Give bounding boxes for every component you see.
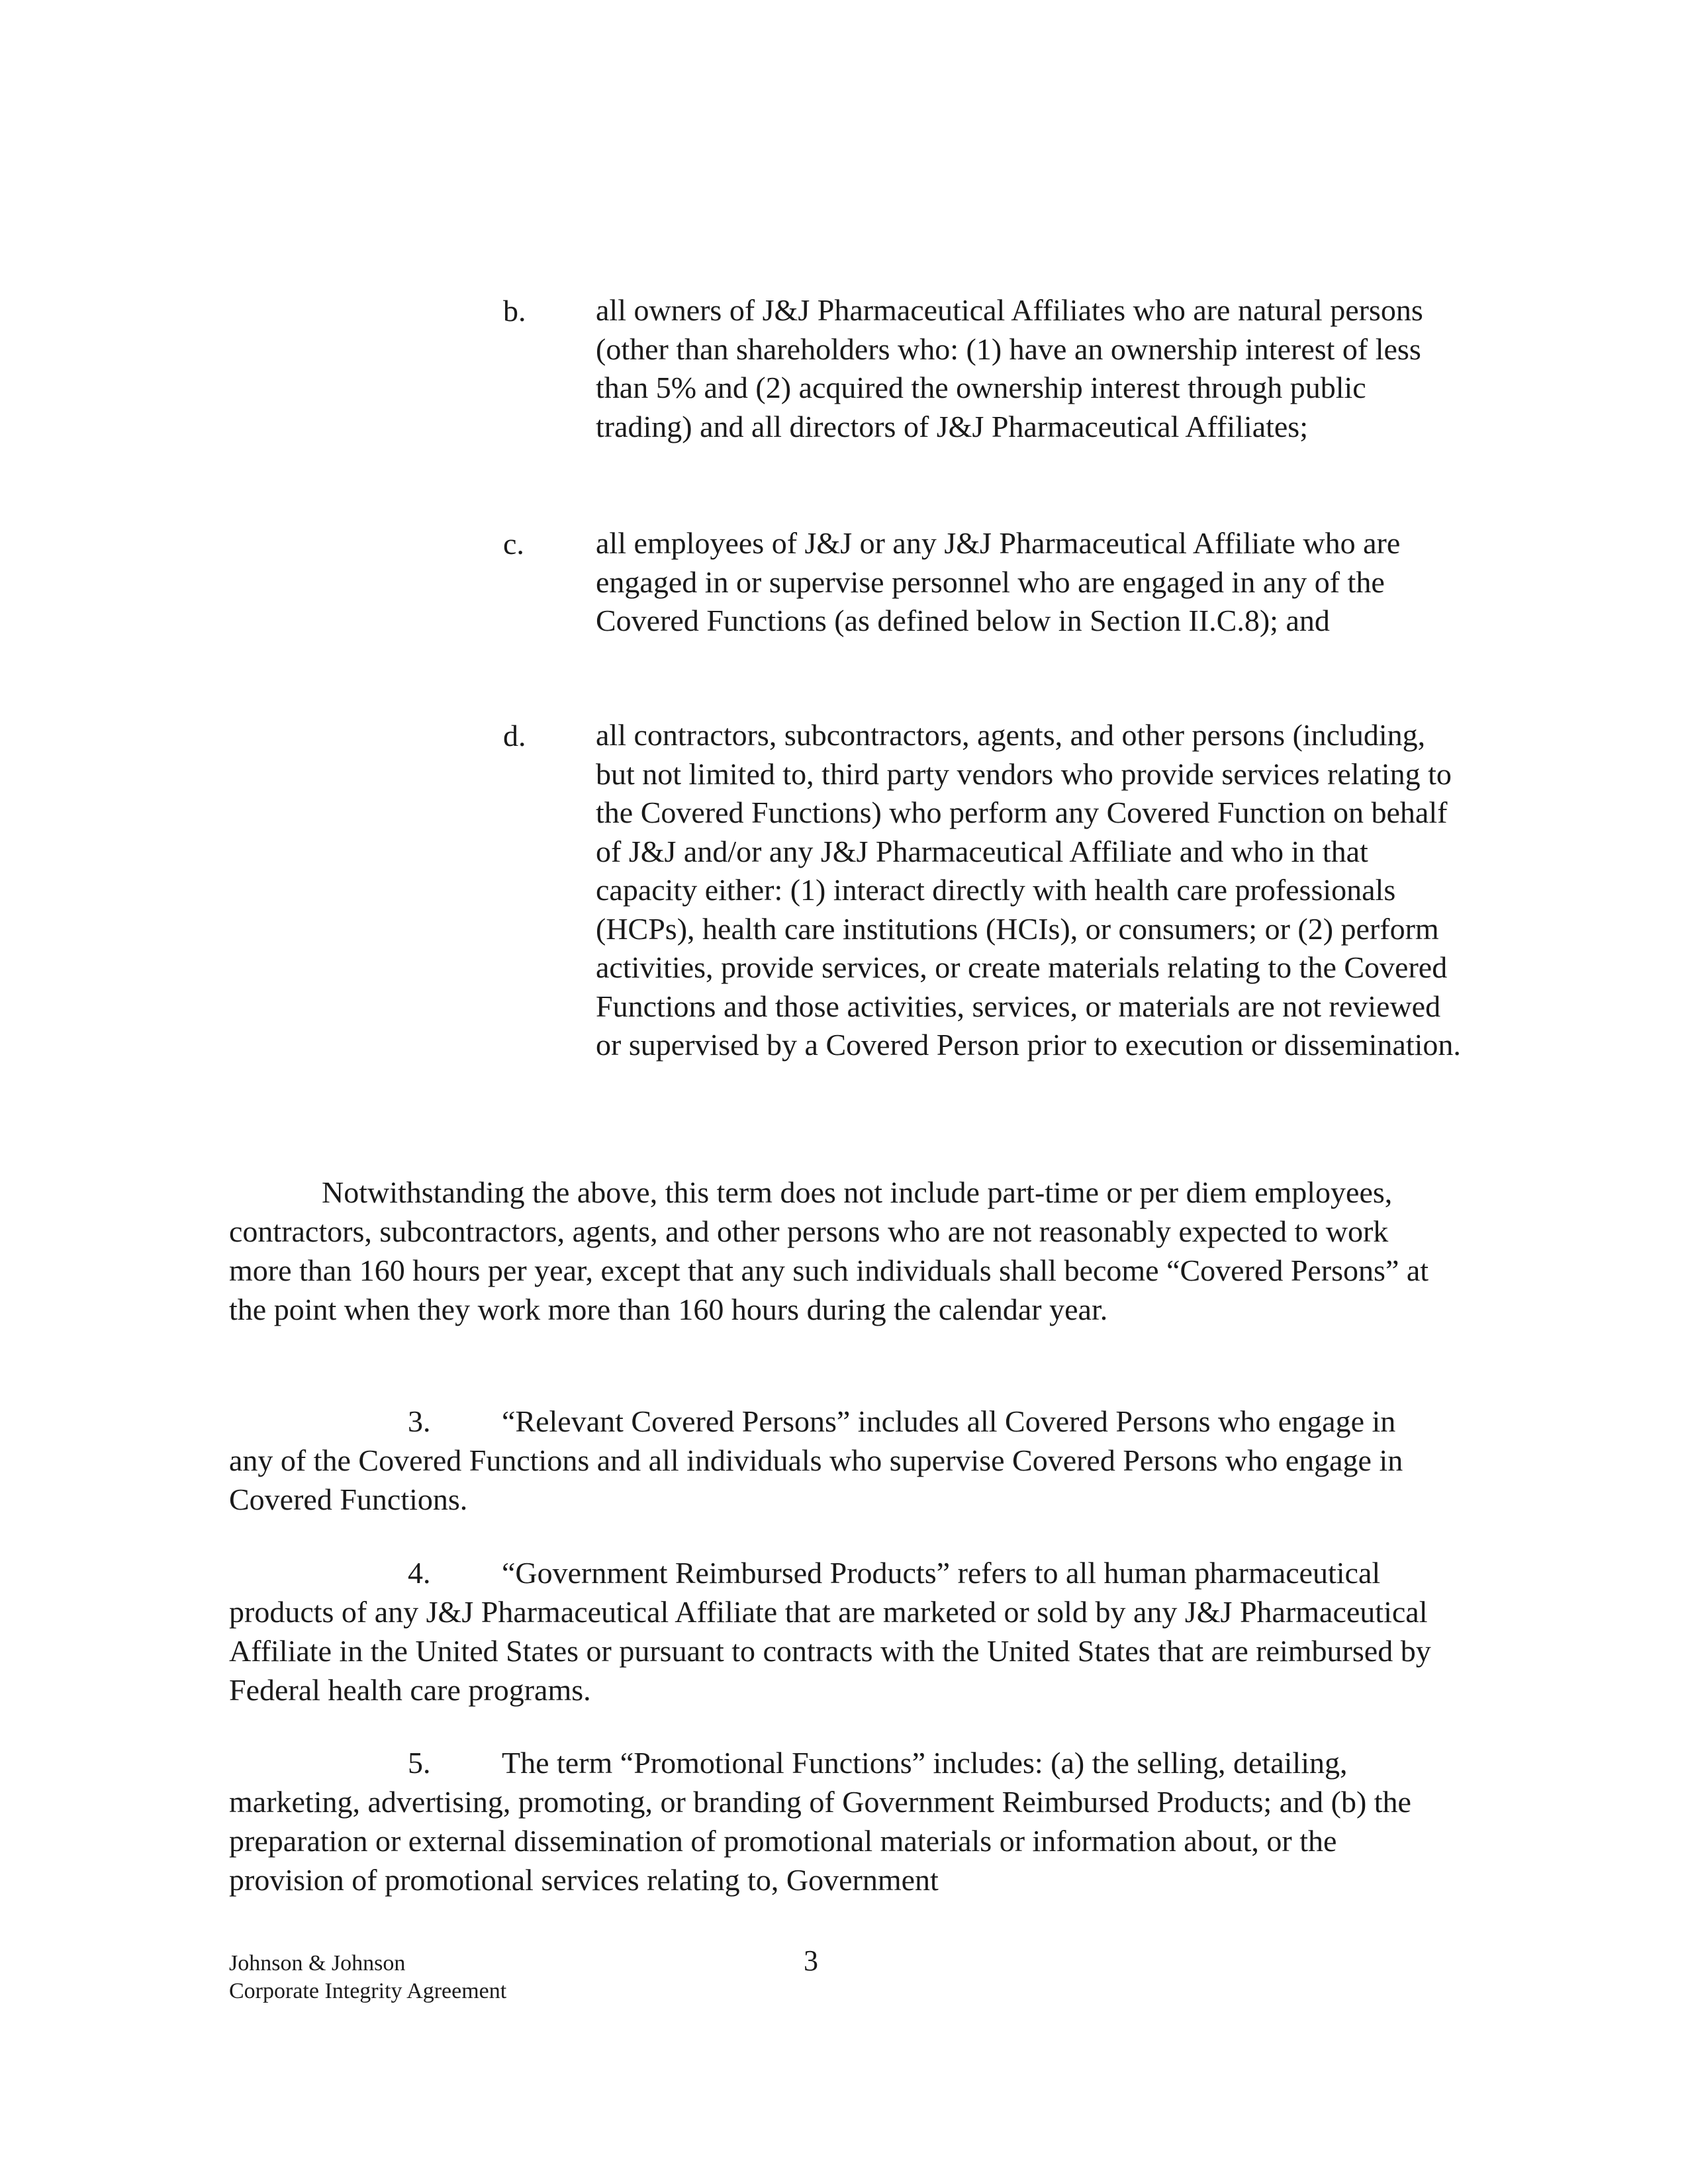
paragraph-text: “Government Reimbursed Products” refers to all human pharmaceutical products of any J&J Pharmaceutical Affiliate that are marketed or sold by any J&J Pharmaceutical Affiliate in the United States or pursuant to contracts with the United States that are reimbursed by Federal health care programs. — [229, 1556, 1431, 1707]
paragraph-section-4 — [229, 1553, 1440, 1709]
list-item-letter: d. — [503, 719, 526, 752]
section-number: 4. — [408, 1556, 431, 1590]
paragraph-text: Notwithstanding the above, this term does not include part-time or per diem employees, contractors, subcontractors, agents, and other persons who are not reasonably expected to work more than 160 hours per year, except that any such individuals shall become “Covered Persons” at the point when they work more than 160 hours during the calendar year. — [229, 1175, 1429, 1326]
footer-document-title: Corporate Integrity Agreement — [229, 1979, 507, 2003]
paragraph-section-3 — [229, 1402, 1440, 1519]
section-number: 3. — [408, 1404, 431, 1438]
paragraph-text: “Relevant Covered Persons” includes all Covered Persons who engage in any of the Covered Functions and all individuals who supervise Covered Persons who engage in Covered Functions. — [229, 1404, 1403, 1516]
paragraph-section-5 — [229, 1743, 1440, 1899]
list-item-letter: c. — [503, 527, 524, 561]
list-item-text: all employees of J&J or any J&J Pharmaceutical Affiliate who are engaged in or supervise personnel who are engaged in any of the Covered Functions (as defined below in Section II.C.8); and — [596, 526, 1401, 637]
paragraph-notwithstanding — [229, 1173, 1440, 1329]
paragraph-text: The term “Promotional Functions” includes: (a) the selling, detailing, marketing, advertising, promoting, or branding of Government Reimbursed Products; and (b) the preparation or external dissemination of promotional materials or information about, or the provision of promotional services relating to, Government — [229, 1746, 1411, 1897]
list-item-letter: b. — [503, 294, 526, 328]
footer-company: Johnson & Johnson — [229, 1951, 406, 1976]
list-item-text: all owners of J&J Pharmaceutical Affiliates who are natural persons (other than shareholders who: (1) have an ownership interest of less than 5% and (2) acquired the ownership interest through public trading) and all directors of J&J Pharmaceutical Affiliates; — [596, 293, 1423, 443]
page-number: 3 — [804, 1944, 818, 1977]
page-footer — [229, 1950, 506, 2005]
list-item-text: all contractors, subcontractors, agents, and other persons (including, but not limited to, third party vendors who provide services relating to the Covered Functions) who perform any Covered Function on behalf of J&J and/or any J&J Pharmaceutical Affiliate and who in that capacity either: (1) interact directly with health care professionals (HCPs), health care institutions (HCIs), or consumers; or (2) perform activities, provide services, or create materials relating to the Covered Functions and those activities, services, or materials are not reviewed or supervised by a Covered Person prior to execution or dissemination. — [596, 718, 1461, 1062]
section-number: 5. — [408, 1746, 431, 1780]
